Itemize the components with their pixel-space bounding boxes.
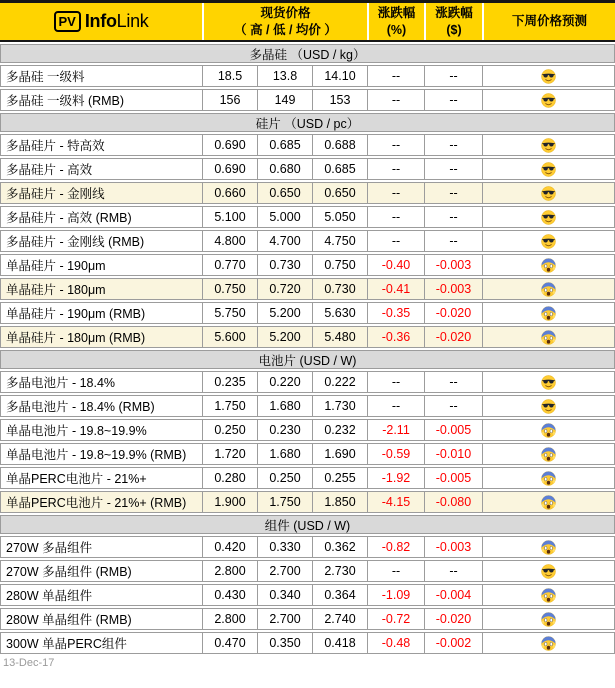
price-high-cell: 0.690 bbox=[203, 158, 258, 180]
change-usd-cell: -0.010 bbox=[425, 443, 483, 465]
row-name-cell: 多晶硅片 - 高效 bbox=[0, 158, 203, 180]
table-row bbox=[0, 158, 615, 180]
price-high-cell: 4.800 bbox=[203, 230, 258, 252]
forecast-cell bbox=[483, 443, 615, 465]
screaming-face-icon bbox=[541, 495, 556, 510]
forecast-cell bbox=[483, 608, 615, 630]
col-header-line1: 涨跌幅 bbox=[435, 6, 473, 21]
forecast-cell bbox=[483, 584, 615, 606]
price-high-cell: 5.600 bbox=[203, 326, 258, 348]
forecast-cell bbox=[483, 302, 615, 324]
price-avg-cell: 0.685 bbox=[313, 158, 368, 180]
table-header bbox=[0, 0, 615, 42]
price-low-cell: 149 bbox=[258, 89, 313, 111]
table-row bbox=[0, 395, 615, 417]
price-avg-cell: 0.730 bbox=[313, 278, 368, 300]
change-usd-cell: -0.080 bbox=[425, 491, 483, 513]
price-high-cell: 2.800 bbox=[203, 608, 258, 630]
row-name-cell: 多晶电池片 - 18.4% bbox=[0, 371, 203, 393]
change-usd-cell: -- bbox=[425, 158, 483, 180]
price-avg-cell: 5.480 bbox=[313, 326, 368, 348]
date-label: 13-Dec-17 bbox=[3, 657, 55, 669]
price-high-cell: 0.280 bbox=[203, 467, 258, 489]
change-pct-cell: -0.35 bbox=[368, 302, 425, 324]
logo-text-info: Info bbox=[84, 10, 117, 31]
table-row bbox=[0, 584, 615, 606]
change-pct-cell: -0.36 bbox=[368, 326, 425, 348]
price-table-body bbox=[0, 44, 615, 654]
row-name-cell: 多晶硅片 - 高效 (RMB) bbox=[0, 206, 203, 228]
table-row bbox=[0, 371, 615, 393]
col-header-line2: (%) bbox=[386, 22, 407, 37]
row-name-cell: 多晶电池片 - 18.4% (RMB) bbox=[0, 395, 203, 417]
change-usd-cell: -0.003 bbox=[425, 254, 483, 276]
forecast-cell bbox=[483, 536, 615, 558]
section-header bbox=[0, 44, 615, 63]
price-avg-cell: 0.232 bbox=[313, 419, 368, 441]
screaming-face-icon bbox=[541, 540, 556, 555]
price-low-cell: 0.680 bbox=[258, 158, 313, 180]
price-avg-cell: 0.750 bbox=[313, 254, 368, 276]
col-header-spot-price bbox=[204, 3, 367, 40]
table-row bbox=[0, 134, 615, 156]
change-pct-cell: -- bbox=[368, 134, 425, 156]
change-usd-cell: -0.002 bbox=[425, 632, 483, 654]
screaming-face-icon bbox=[541, 447, 556, 462]
screaming-face-icon bbox=[541, 471, 556, 486]
row-name-cell: 单晶PERC电池片 - 21%+ (RMB) bbox=[0, 491, 203, 513]
forecast-cell bbox=[483, 182, 615, 204]
price-low-cell: 1.680 bbox=[258, 395, 313, 417]
pv-logo-icon: PV bbox=[54, 11, 81, 32]
change-pct-cell: -0.41 bbox=[368, 278, 425, 300]
price-high-cell: 2.800 bbox=[203, 560, 258, 582]
price-low-cell: 0.230 bbox=[258, 419, 313, 441]
change-pct-cell: -0.59 bbox=[368, 443, 425, 465]
table-row bbox=[0, 182, 615, 204]
price-low-cell: 2.700 bbox=[258, 560, 313, 582]
change-pct-cell: -- bbox=[368, 395, 425, 417]
price-high-cell: 1.750 bbox=[203, 395, 258, 417]
section-title: 组件 (USD / W) bbox=[264, 518, 351, 533]
row-name-cell: 单晶PERC电池片 - 21%+ bbox=[0, 467, 203, 489]
row-name-cell: 多晶硅 一级料 bbox=[0, 65, 203, 87]
row-name-cell: 多晶硅片 - 金刚线 (RMB) bbox=[0, 230, 203, 252]
row-name-cell: 多晶硅片 - 特高效 bbox=[0, 134, 203, 156]
change-usd-cell: -0.020 bbox=[425, 326, 483, 348]
price-high-cell: 0.770 bbox=[203, 254, 258, 276]
forecast-cell bbox=[483, 632, 615, 654]
col-header-line2: （ 高 / 低 / 均价 ） bbox=[234, 22, 337, 37]
table-row bbox=[0, 560, 615, 582]
price-high-cell: 0.470 bbox=[203, 632, 258, 654]
forecast-cell bbox=[483, 278, 615, 300]
forecast-cell bbox=[483, 395, 615, 417]
price-low-cell: 0.350 bbox=[258, 632, 313, 654]
change-pct-cell: -0.82 bbox=[368, 536, 425, 558]
table-row bbox=[0, 491, 615, 513]
change-usd-cell: -0.003 bbox=[425, 278, 483, 300]
row-name-cell: 多晶硅 一级料 (RMB) bbox=[0, 89, 203, 111]
price-low-cell: 0.685 bbox=[258, 134, 313, 156]
price-low-cell: 5.200 bbox=[258, 326, 313, 348]
row-name-cell: 多晶硅片 - 金刚线 bbox=[0, 182, 203, 204]
table-row bbox=[0, 326, 615, 348]
change-usd-cell: -0.004 bbox=[425, 584, 483, 606]
change-pct-cell: -1.92 bbox=[368, 467, 425, 489]
price-low-cell: 1.680 bbox=[258, 443, 313, 465]
change-pct-cell: -0.72 bbox=[368, 608, 425, 630]
change-pct-cell: -0.48 bbox=[368, 632, 425, 654]
change-pct-cell: -- bbox=[368, 182, 425, 204]
price-avg-cell: 0.650 bbox=[313, 182, 368, 204]
forecast-cell bbox=[483, 326, 615, 348]
screaming-face-icon bbox=[541, 636, 556, 651]
price-avg-cell: 0.688 bbox=[313, 134, 368, 156]
forecast-cell bbox=[483, 158, 615, 180]
change-pct-cell: -- bbox=[368, 158, 425, 180]
table-row bbox=[0, 536, 615, 558]
change-usd-cell: -- bbox=[425, 395, 483, 417]
price-low-cell: 0.650 bbox=[258, 182, 313, 204]
table-row bbox=[0, 254, 615, 276]
price-high-cell: 0.430 bbox=[203, 584, 258, 606]
price-avg-cell: 0.418 bbox=[313, 632, 368, 654]
col-header-line2: ($) bbox=[446, 22, 462, 37]
col-header-line1: 现货价格 bbox=[260, 6, 311, 21]
row-name-cell: 单晶电池片 - 19.8~19.9% bbox=[0, 419, 203, 441]
price-avg-cell: 1.690 bbox=[313, 443, 368, 465]
table-row bbox=[0, 467, 615, 489]
price-avg-cell: 0.362 bbox=[313, 536, 368, 558]
col-header-change-usd bbox=[426, 3, 482, 40]
screaming-face-icon bbox=[541, 423, 556, 438]
price-avg-cell: 4.750 bbox=[313, 230, 368, 252]
sunglasses-face-icon bbox=[541, 210, 556, 225]
price-high-cell: 18.5 bbox=[203, 65, 258, 87]
change-usd-cell: -0.020 bbox=[425, 302, 483, 324]
forecast-cell bbox=[483, 419, 615, 441]
row-name-cell: 280W 单晶组件 bbox=[0, 584, 203, 606]
sunglasses-face-icon bbox=[541, 93, 556, 108]
table-row bbox=[0, 206, 615, 228]
price-high-cell: 5.750 bbox=[203, 302, 258, 324]
col-header-forecast bbox=[484, 3, 615, 40]
forecast-cell bbox=[483, 371, 615, 393]
price-avg-cell: 14.10 bbox=[313, 65, 368, 87]
change-pct-cell: -1.09 bbox=[368, 584, 425, 606]
price-high-cell: 1.900 bbox=[203, 491, 258, 513]
sunglasses-face-icon bbox=[541, 564, 556, 579]
change-pct-cell: -4.15 bbox=[368, 491, 425, 513]
price-low-cell: 2.700 bbox=[258, 608, 313, 630]
screaming-face-icon bbox=[541, 612, 556, 627]
table-row bbox=[0, 632, 615, 654]
section-title: 电池片 (USD / W) bbox=[258, 353, 357, 368]
price-low-cell: 1.750 bbox=[258, 491, 313, 513]
forecast-cell bbox=[483, 560, 615, 582]
change-pct-cell: -- bbox=[368, 65, 425, 87]
sunglasses-face-icon bbox=[541, 162, 556, 177]
change-pct-cell: -- bbox=[368, 89, 425, 111]
change-usd-cell: -0.003 bbox=[425, 536, 483, 558]
table-row bbox=[0, 230, 615, 252]
price-avg-cell: 1.730 bbox=[313, 395, 368, 417]
col-header-line1: 涨跌幅 bbox=[377, 6, 416, 21]
table-row bbox=[0, 278, 615, 300]
logo-text-link: Link bbox=[116, 10, 149, 31]
price-high-cell: 0.660 bbox=[203, 182, 258, 204]
price-low-cell: 0.720 bbox=[258, 278, 313, 300]
change-usd-cell: -0.005 bbox=[425, 467, 483, 489]
price-high-cell: 5.100 bbox=[203, 206, 258, 228]
row-name-cell: 单晶硅片 - 190μm bbox=[0, 254, 203, 276]
price-low-cell: 0.250 bbox=[258, 467, 313, 489]
section-header bbox=[0, 515, 615, 534]
change-usd-cell: -- bbox=[425, 65, 483, 87]
change-usd-cell: -0.020 bbox=[425, 608, 483, 630]
price-high-cell: 1.720 bbox=[203, 443, 258, 465]
price-low-cell: 0.330 bbox=[258, 536, 313, 558]
screaming-face-icon bbox=[541, 282, 556, 297]
table-row bbox=[0, 302, 615, 324]
price-low-cell: 5.200 bbox=[258, 302, 313, 324]
section-header bbox=[0, 113, 615, 132]
row-name-cell: 单晶硅片 - 180μm (RMB) bbox=[0, 326, 203, 348]
price-high-cell: 0.420 bbox=[203, 536, 258, 558]
price-high-cell: 156 bbox=[203, 89, 258, 111]
change-usd-cell: -- bbox=[425, 89, 483, 111]
row-name-cell: 270W 多晶组件 (RMB) bbox=[0, 560, 203, 582]
section-header bbox=[0, 350, 615, 369]
price-low-cell: 0.220 bbox=[258, 371, 313, 393]
price-low-cell: 13.8 bbox=[258, 65, 313, 87]
forecast-cell bbox=[483, 65, 615, 87]
sunglasses-face-icon bbox=[541, 399, 556, 414]
price-low-cell: 0.730 bbox=[258, 254, 313, 276]
price-low-cell: 0.340 bbox=[258, 584, 313, 606]
forecast-cell bbox=[483, 467, 615, 489]
row-name-cell: 270W 多晶组件 bbox=[0, 536, 203, 558]
change-usd-cell: -- bbox=[425, 371, 483, 393]
price-high-cell: 0.750 bbox=[203, 278, 258, 300]
price-avg-cell: 0.222 bbox=[313, 371, 368, 393]
sunglasses-face-icon bbox=[541, 138, 556, 153]
price-high-cell: 0.235 bbox=[203, 371, 258, 393]
sunglasses-face-icon bbox=[541, 69, 556, 84]
forecast-cell bbox=[483, 134, 615, 156]
change-usd-cell: -- bbox=[425, 134, 483, 156]
row-name-cell: 300W 单晶PERC组件 bbox=[0, 632, 203, 654]
row-name-cell: 单晶硅片 - 190μm (RMB) bbox=[0, 302, 203, 324]
row-name-cell: 单晶硅片 - 180μm bbox=[0, 278, 203, 300]
change-pct-cell: -- bbox=[368, 206, 425, 228]
price-avg-cell: 1.850 bbox=[313, 491, 368, 513]
forecast-cell bbox=[483, 491, 615, 513]
price-avg-cell: 0.364 bbox=[313, 584, 368, 606]
change-usd-cell: -- bbox=[425, 560, 483, 582]
table-row bbox=[0, 443, 615, 465]
col-header-line1: 下周价格预测 bbox=[511, 14, 587, 29]
change-usd-cell: -- bbox=[425, 230, 483, 252]
price-avg-cell: 2.740 bbox=[313, 608, 368, 630]
forecast-cell bbox=[483, 230, 615, 252]
change-usd-cell: -- bbox=[425, 182, 483, 204]
change-pct-cell: -- bbox=[368, 230, 425, 252]
price-avg-cell: 153 bbox=[313, 89, 368, 111]
row-name-cell: 280W 单晶组件 (RMB) bbox=[0, 608, 203, 630]
sunglasses-face-icon bbox=[541, 375, 556, 390]
pv-infolink-logo bbox=[0, 3, 202, 40]
change-pct-cell: -0.40 bbox=[368, 254, 425, 276]
row-name-cell: 单晶电池片 - 19.8~19.9% (RMB) bbox=[0, 443, 203, 465]
price-avg-cell: 5.630 bbox=[313, 302, 368, 324]
price-low-cell: 4.700 bbox=[258, 230, 313, 252]
price-avg-cell: 2.730 bbox=[313, 560, 368, 582]
screaming-face-icon bbox=[541, 588, 556, 603]
sunglasses-face-icon bbox=[541, 186, 556, 201]
price-avg-cell: 5.050 bbox=[313, 206, 368, 228]
table-row bbox=[0, 608, 615, 630]
section-title: 硅片 （USD / pc） bbox=[255, 116, 360, 131]
price-avg-cell: 0.255 bbox=[313, 467, 368, 489]
price-low-cell: 5.000 bbox=[258, 206, 313, 228]
forecast-cell bbox=[483, 254, 615, 276]
change-pct-cell: -2.11 bbox=[368, 419, 425, 441]
screaming-face-icon bbox=[541, 330, 556, 345]
section-title: 多晶硅 （USD / kg） bbox=[249, 47, 366, 62]
price-high-cell: 0.690 bbox=[203, 134, 258, 156]
screaming-face-icon bbox=[541, 306, 556, 321]
change-usd-cell: -- bbox=[425, 206, 483, 228]
sunglasses-face-icon bbox=[541, 234, 556, 249]
change-pct-cell: -- bbox=[368, 371, 425, 393]
change-pct-cell: -- bbox=[368, 560, 425, 582]
table-row bbox=[0, 89, 615, 111]
change-usd-cell: -0.005 bbox=[425, 419, 483, 441]
col-header-change-pct bbox=[369, 3, 424, 40]
price-high-cell: 0.250 bbox=[203, 419, 258, 441]
forecast-cell bbox=[483, 206, 615, 228]
table-row bbox=[0, 65, 615, 87]
table-row bbox=[0, 419, 615, 441]
screaming-face-icon bbox=[541, 258, 556, 273]
forecast-cell bbox=[483, 89, 615, 111]
